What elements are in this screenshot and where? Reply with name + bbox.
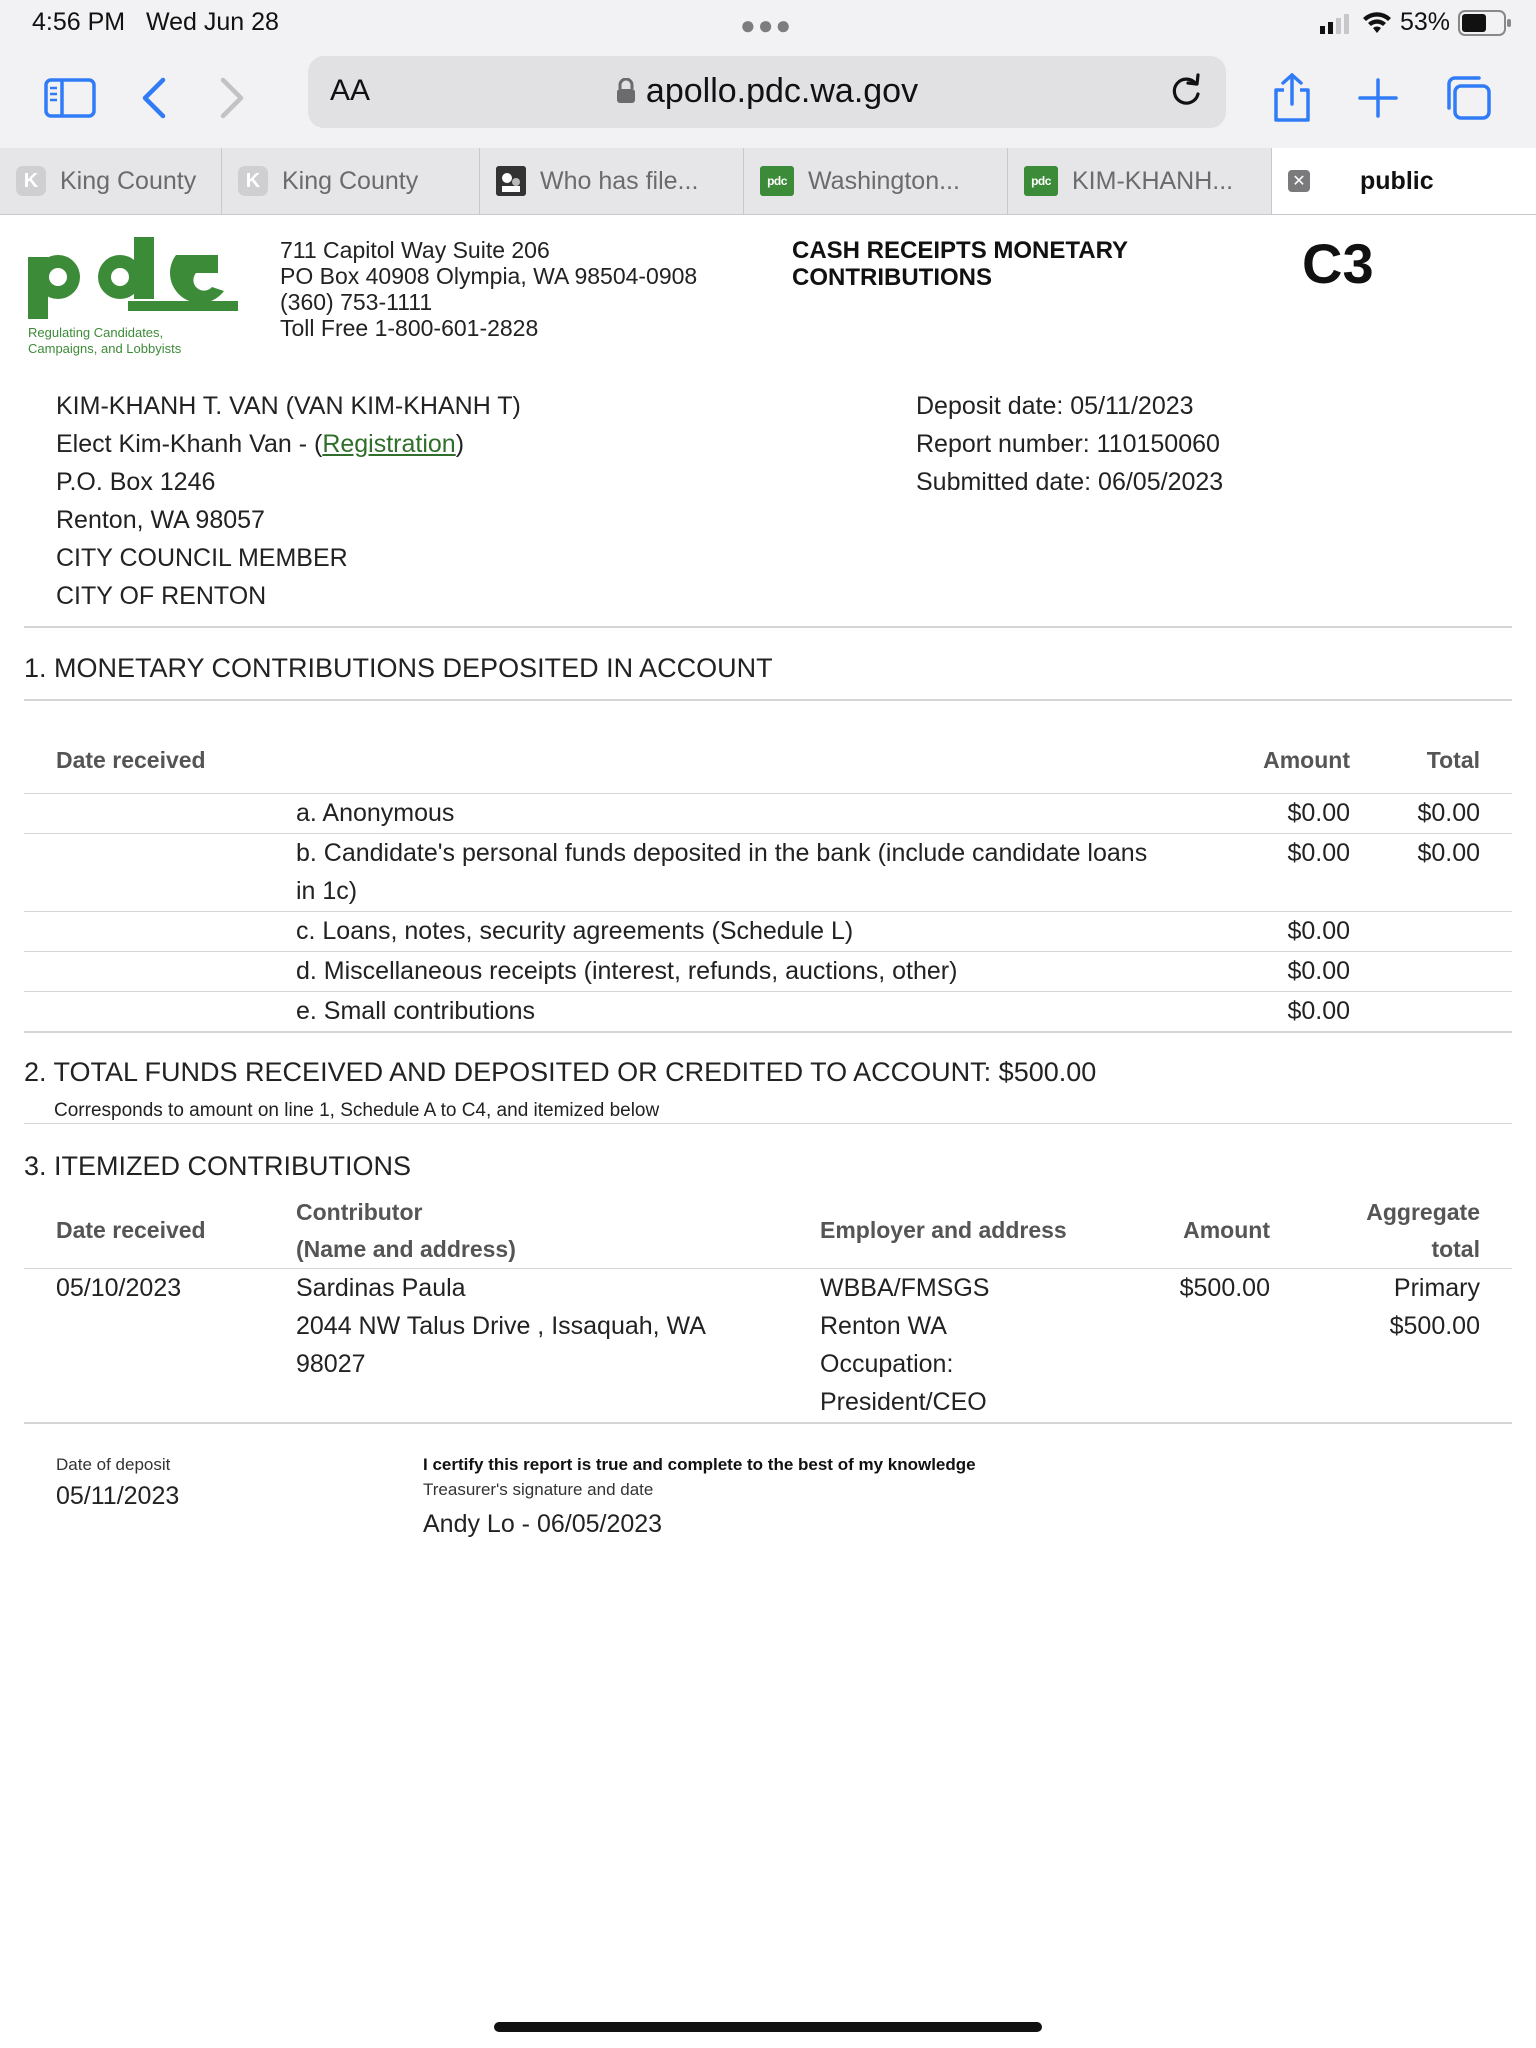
aggregate-total: Primary $500.00 xyxy=(1389,1274,1480,1340)
col-amount: Amount xyxy=(1183,1217,1270,1243)
col-aggregate: Aggregate total xyxy=(1366,1199,1480,1262)
col-amount: Amount xyxy=(1263,747,1350,773)
divider xyxy=(24,1422,1512,1424)
status-time: 4:56 PM Wed Jun 28 xyxy=(32,8,279,36)
agency-address: 711 Capitol Way Suite 206 PO Box 40908 Olympia, WA 98504-0908 (360) 753-1111 Toll Free 1-800-601-2828 xyxy=(280,237,698,341)
king-county-favicon-icon: K xyxy=(16,166,46,196)
section-3-title: 3. ITEMIZED CONTRIBUTIONS xyxy=(24,1151,412,1181)
registration-link[interactable]: Registration xyxy=(322,430,456,458)
tab-king-county-2[interactable]: K King County xyxy=(222,148,480,214)
address-bar[interactable] xyxy=(308,56,1226,128)
date-of-deposit: 05/11/2023 xyxy=(56,1482,180,1510)
wifi-icon xyxy=(1362,12,1392,34)
reload-icon[interactable] xyxy=(1164,70,1208,114)
col-date-received: Date received xyxy=(56,747,206,773)
home-indicator[interactable] xyxy=(494,2022,1042,2032)
form-title: CASH RECEIPTS MONETARY CONTRIBUTIONS xyxy=(792,237,1129,291)
signature-label: Treasurer's signature and date xyxy=(423,1480,654,1499)
report-meta xyxy=(916,387,1223,501)
submitted-date: Submitted date: 06/05/2023 xyxy=(916,468,1224,496)
tab-king-county-1[interactable]: K King County xyxy=(0,148,222,214)
divider xyxy=(24,1123,1512,1124)
battery-icon xyxy=(1458,10,1512,36)
tab-overview-icon[interactable] xyxy=(1438,70,1498,126)
tab-public[interactable]: ✕ public xyxy=(1272,148,1536,214)
treasurer-signature: Andy Lo - 06/05/2023 xyxy=(423,1510,663,1538)
employer-info: WBBA/FMSGS Renton WA Occupation: President/CEO xyxy=(820,1274,990,1416)
col-contributor: Contributor (Name and address) xyxy=(296,1199,516,1262)
pdc-favicon-icon: pdc xyxy=(1024,166,1058,196)
forward-icon[interactable] xyxy=(202,70,262,126)
status-bar xyxy=(0,0,1536,48)
status-indicators xyxy=(1320,8,1512,37)
battery-percent: 53% xyxy=(1399,8,1450,36)
new-tab-icon[interactable] xyxy=(1348,70,1408,126)
committee-name: Elect Kim-Khanh Van - (Registration) xyxy=(56,430,465,458)
col-employer: Employer and address xyxy=(820,1217,1067,1243)
multitasking-dots-icon[interactable]: ●●● xyxy=(740,10,794,40)
share-icon[interactable] xyxy=(1262,70,1322,126)
certification-text: I certify this report is true and complete to the best of my knowledge xyxy=(423,1455,976,1474)
logo-tagline: Regulating Candidates, Campaigns, and Lobbyists xyxy=(28,325,182,356)
form-code: C3 xyxy=(1302,232,1374,295)
section-2-note: Corresponds to amount on line 1, Schedule A to C4, and itemized below xyxy=(54,1100,660,1121)
browser-toolbar xyxy=(0,48,1536,148)
date-of-deposit-label: Date of deposit xyxy=(56,1455,171,1474)
section-2-title: 2. TOTAL FUNDS RECEIVED AND DEPOSITED OR CREDITED TO ACCOUNT: $500.00 xyxy=(24,1057,1097,1087)
divider xyxy=(24,1031,1512,1033)
divider xyxy=(24,699,1512,701)
pdc-logo xyxy=(28,235,238,327)
divider xyxy=(24,1268,1512,1269)
deposit-date: Deposit date: 05/11/2023 xyxy=(916,392,1194,420)
tab-washington[interactable]: pdc Washington... xyxy=(744,148,1008,214)
col-date-received: Date received xyxy=(56,1217,206,1243)
cellular-signal-icon xyxy=(1320,12,1354,34)
tab-bar xyxy=(0,148,1536,215)
url-text[interactable]: apollo.pdc.wa.gov xyxy=(308,72,1226,111)
contribution-amount: $500.00 xyxy=(1179,1274,1270,1302)
sidebar-icon[interactable] xyxy=(40,70,100,126)
back-icon[interactable] xyxy=(124,70,184,126)
section-1-title: 1. MONETARY CONTRIBUTIONS DEPOSITED IN ACCOUNT xyxy=(24,653,773,683)
contributor-info: Sardinas Paula 2044 NW Talus Drive , Issaquah, WA 98027 xyxy=(296,1274,706,1378)
lock-icon xyxy=(616,78,636,104)
filer-name: KIM-KHANH T. VAN (VAN KIM-KHANH T) xyxy=(56,392,521,420)
close-tab-icon[interactable]: ✕ xyxy=(1288,170,1310,192)
pdc-favicon-icon: pdc xyxy=(760,166,794,196)
report-number: Report number: 110150060 xyxy=(916,430,1220,458)
filer-info: KIM-KHANH T. VAN (VAN KIM-KHANH T) Elect Kim-Khanh Van - (Registration) P.O. Box 1246 Renton, WA 98057 CITY COUNCIL MEMBER CITY OF RENTON xyxy=(56,387,521,615)
col-total: Total xyxy=(1426,747,1480,773)
divider xyxy=(24,626,1512,628)
who-has-filed-favicon-icon xyxy=(496,166,526,196)
contribution-date: 05/10/2023 xyxy=(56,1274,182,1302)
king-county-favicon-icon: K xyxy=(238,166,268,196)
tab-who-has-filed[interactable]: Who has file... xyxy=(480,148,744,214)
page-format-button[interactable]: AA xyxy=(330,74,371,107)
tab-kim-khanh[interactable]: pdc KIM-KHANH... xyxy=(1008,148,1272,214)
